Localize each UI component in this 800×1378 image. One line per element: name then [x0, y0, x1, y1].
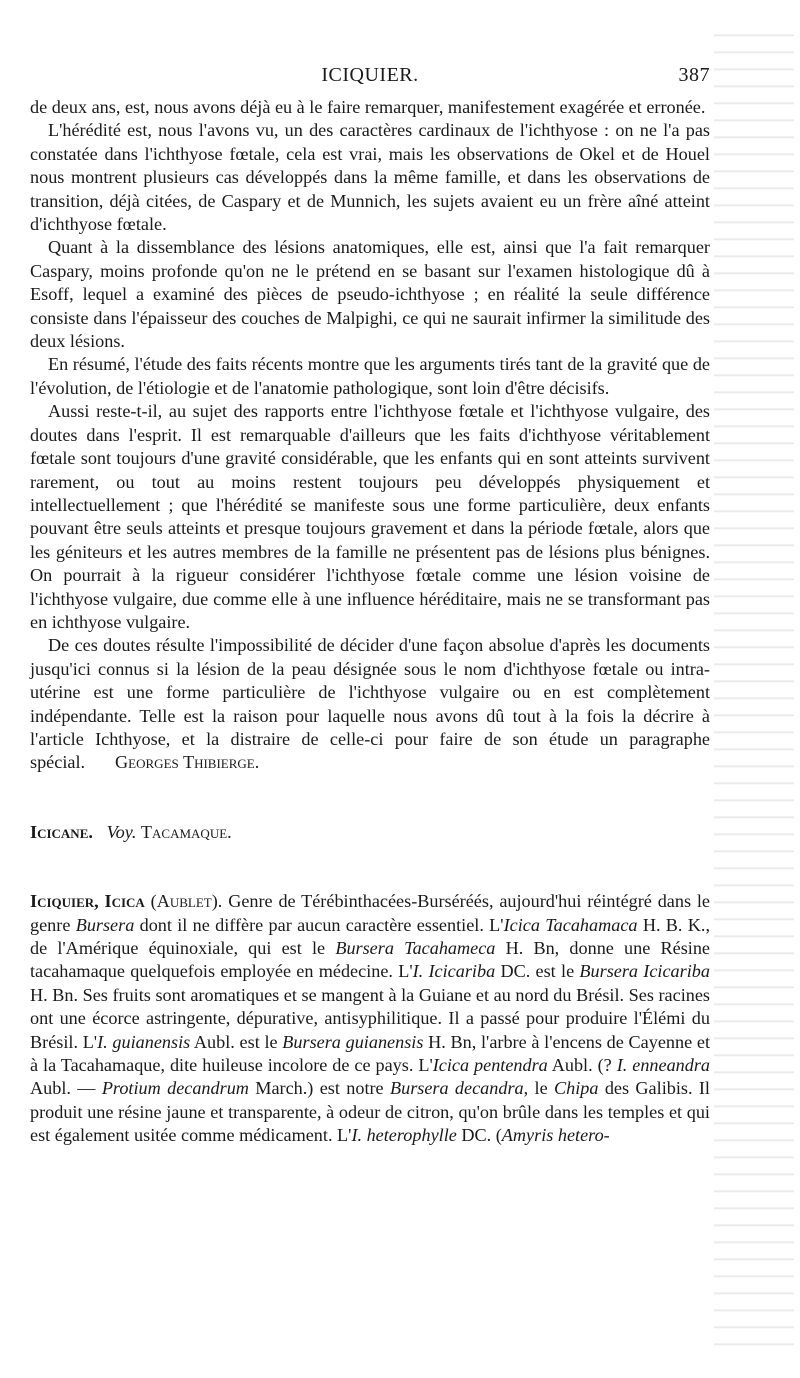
- taxon-name: Bursera Tacahameca: [335, 938, 496, 958]
- page-number: 387: [678, 64, 710, 86]
- entry-text: Aubl. est le: [190, 1031, 283, 1052]
- paragraph-doubts: Aussi reste-t-il, au sujet des rapports entre l'ichthyose fœtale et l'ichthyose vulgaire, des doutes dans l'esprit. Il est remarquable d'ailleurs que les faits d'ichthyose véritablement fœtale sont toujours d'une gravité considérable, que les enfants qui en sont atteints survivent rarement, ou tout au moins restent toujours peu développés physiquement et intellectuellement ; que l'hérédité se manifeste sous une forme particulière, deux enfants pouvant être seuls atteints et presque toujours gravement et dans la période fœtale, alors que les géniteurs et les autres membres de la famille ne présentent pas de lésions plus bénignes. On pourrait à la rigueur considérer l'ichthyose fœtale comme une lésion voisine de l'ichthyose vulgaire, due comme elle à une influence héréditaire, mais ne se transformant pas en ichthyose vulgaire.: [30, 401, 710, 632]
- paragraph-anatomy: Quant à la dissemblance des lésions anatomiques, elle est, ainsi que l'a fait remarquer Caspary, moins profonde qu'on ne le prétend en se basant sur l'examen histologique dû à Esoff, lequel a examiné des pièces de pseudo-ichthyose ; en réalité la seule différence consiste dans l'épaisseur des couches de Malpighi, ce qui ne saurait infirmer la similitude des deux lésions.: [30, 237, 710, 352]
- entry-icicane: [30, 821, 710, 844]
- entry-iciquier-head: Iciquier, Icica: [30, 891, 145, 912]
- paragraph-continuation: de deux ans, est, nous avons déjà eu à le faire remarquer, manifestement exagérée et erronée.: [30, 97, 706, 117]
- entry-iciquier-author: (Aublet).: [150, 891, 223, 912]
- running-head-title: ICIQUIER.: [321, 64, 419, 86]
- taxon-name: Protium decandrum: [101, 1078, 249, 1099]
- entry-text: , le: [523, 1078, 555, 1099]
- entry-icicane-head: Icicane.: [30, 821, 93, 842]
- entry-text: Aubl. —: [30, 1078, 102, 1099]
- entry-text: Aubl. (?: [547, 1055, 617, 1076]
- paragraph-conclusion: [30, 634, 710, 774]
- taxon-name: Chipa: [554, 1078, 599, 1099]
- author-signature: Georges Thibierge.: [115, 752, 260, 773]
- entry-text: Genre de Térébinthacées-Burséréés, aujourd'hui réintégré dans le genre: [30, 891, 711, 935]
- entry-text: H. Bn, l'arbre à l'encens de Cayenne et à la Tacahamaque, dite huileuse incolore de ce pays. L': [30, 1031, 711, 1076]
- entry-text: H. Bn. Ses fruits sont aromatiques et se mangent à la Guiane et au nord du Brésil. Ses racines ont une écorce astringente, dépurative, antisyphilitique. Il a passé pour produire l'Élémi du Brésil. L': [30, 984, 710, 1052]
- taxon-name: I. enneandra: [616, 1055, 711, 1076]
- taxon-name: I. Icicariba: [412, 961, 496, 982]
- taxon-name: Bursera guianensis: [282, 1031, 424, 1052]
- taxon-name: Bursera decandra: [389, 1078, 524, 1099]
- entry-text: March.) est notre: [248, 1078, 390, 1099]
- taxon-name: Bursera Icicariba: [579, 961, 710, 982]
- scan-margin-artifacts: [714, 20, 794, 1360]
- taxon-name: Bursera: [75, 914, 135, 935]
- body-text: [30, 96, 710, 1148]
- entry-text: des Galibis. Il produit une résine jaune et transparente, à odeur de citron, qu'on brûle dans les temples et qui est également usitée comme médicament. L': [30, 1078, 710, 1146]
- entry-text: H. B. K., de l'Amérique équinoxiale, qui est le: [30, 914, 711, 958]
- taxon-name: I. guianensis: [97, 1031, 191, 1052]
- paragraph-heredity: L'hérédité est, nous l'avons vu, un des caractères cardinaux de l'ichthyose : on ne l'a pas constatée dans l'ichthyose fœtale, cela est vrai, mais les observations de Okel et de Houel nous montrent plusieurs cas développés dans la même famille, et dans les observations de transition, déjà citées, de Caspary et de Munnich, les sujets avaient eu un frère aîné atteint d'ichthyose fœtale.: [30, 120, 710, 235]
- taxon-name: Icica Tacahamaca: [503, 914, 638, 935]
- taxon-name: Amyris hetero-: [501, 1125, 610, 1146]
- entry-text: H. Bn, donne une Résine tacahamaque quelquefois employée en médecine. L': [30, 938, 710, 982]
- entry-text: dont il ne diffère par aucun caractère essentiel. L': [134, 914, 504, 935]
- page: [30, 60, 710, 1148]
- entry-icicane-ref: Tacamaque.: [140, 821, 232, 842]
- conclusion-text: De ces doutes résulte l'impossibilité de décider d'une façon absolue d'après les documents jusqu'ici connus si la lésion de la peau désignée sous le nom d'ichthyose fœtale ou intra-utérine est une forme particulière de l'ichthyose vulgaire ou en est complètement indépendante. Telle est la raison pour laquelle nous avons dû tout à la fois la décrire à l'article Ichthyose, et la distraire de celle-ci pour faire de son étude un paragraphe spécial.: [30, 635, 710, 773]
- entry-text: DC. (: [456, 1125, 502, 1146]
- taxon-name: I. heterophylle: [351, 1125, 457, 1146]
- entry-icicane-voy: Voy.: [106, 821, 137, 842]
- taxon-name: Icica pentendra: [432, 1055, 548, 1076]
- entry-iciquier: [30, 890, 710, 1147]
- paragraph-summary: En résumé, l'étude des faits récents montre que les arguments tirés tant de la gravité que de l'évolution, de l'étiologie et de l'anatomie pathologique, sont loin d'être décisifs.: [30, 354, 710, 398]
- running-head: [30, 60, 710, 96]
- entry-text: DC. est le: [495, 961, 580, 982]
